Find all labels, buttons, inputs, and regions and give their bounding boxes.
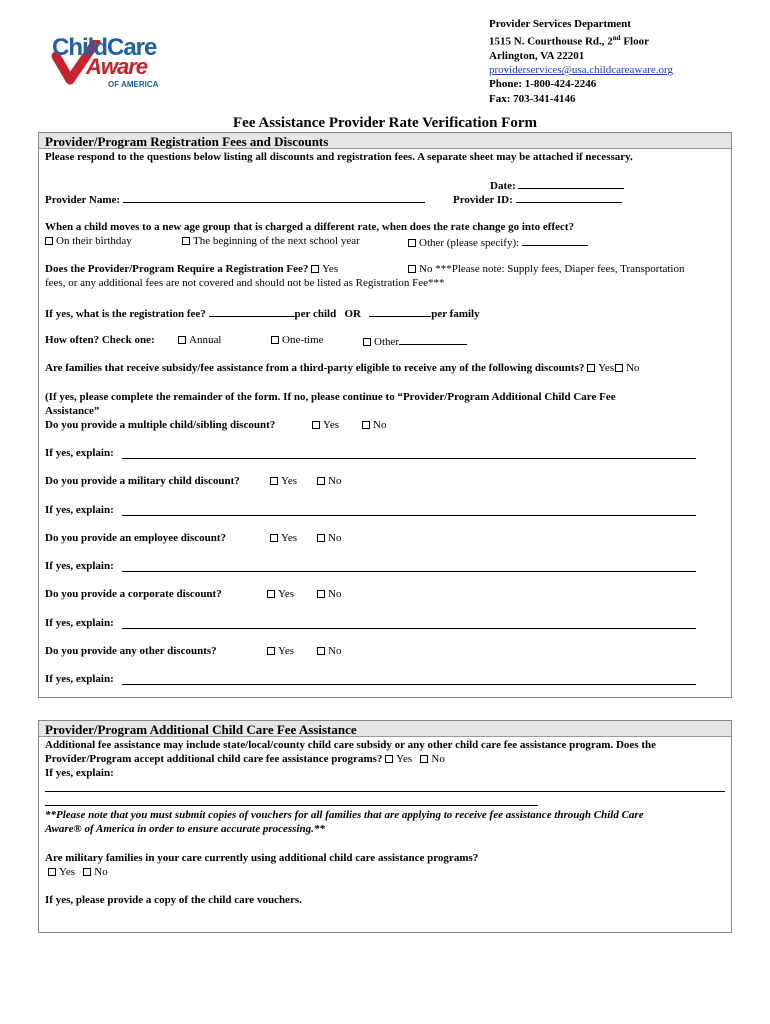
employee-explain-input[interactable] bbox=[122, 571, 696, 572]
checkbox[interactable] bbox=[408, 239, 416, 247]
logo-of-america: OF AMERICA bbox=[108, 80, 159, 89]
provider-name-label: Provider Name: bbox=[45, 192, 425, 206]
voucher-note: **Please note that you must submit copies of vouchers for all families that are applying to receive fee assistance through Child Care bbox=[45, 809, 644, 821]
checkbox[interactable] bbox=[270, 534, 278, 542]
instructions: Please respond to the questions below listing all discounts and registration fees. A separate sheet may be attached if necessary. bbox=[45, 151, 633, 163]
sibling-explain-label: If yes, explain: bbox=[45, 447, 114, 459]
checkbox[interactable] bbox=[182, 237, 190, 245]
provider-name-input[interactable] bbox=[123, 192, 425, 203]
checkbox[interactable] bbox=[271, 336, 279, 344]
corporate-discount-question: Do you provide a corporate discount? bbox=[45, 588, 222, 600]
other-explain-label: If yes, explain: bbox=[45, 673, 114, 685]
employee-explain-label: If yes, explain: bbox=[45, 560, 114, 572]
checkbox[interactable] bbox=[317, 534, 325, 542]
logo-childcare: ChildCare bbox=[52, 34, 157, 61]
checkbox[interactable] bbox=[178, 336, 186, 344]
checkbox[interactable] bbox=[317, 590, 325, 598]
registration-fee-question: Does the Provider/Program Require a Registration Fee? Yes bbox=[45, 263, 339, 275]
provider-id-input[interactable] bbox=[516, 192, 622, 203]
often-other[interactable]: Other bbox=[363, 334, 467, 348]
section-registration-box bbox=[38, 132, 732, 698]
section-assistance-title: Provider/Program Additional Child Care Fee Assistance bbox=[45, 722, 357, 737]
corporate-no[interactable]: No bbox=[317, 588, 341, 600]
age-opt-other[interactable]: Other (please specify): bbox=[408, 235, 588, 249]
assistance-text: Additional fee assistance may include state/local/county child care subsidy or any other child care fee assistance program. Does the bbox=[45, 739, 656, 751]
assistance-explain-input-1[interactable] bbox=[45, 791, 725, 792]
assistance-question: Provider/Program accept additional child care fee assistance programs? Yes No bbox=[45, 753, 445, 765]
sibling-explain-input[interactable] bbox=[122, 458, 696, 459]
checkbox[interactable] bbox=[317, 477, 325, 485]
continue-note: (If yes, please complete the remainder of the form. If no, please continue to “Provider/Program Additional Child Care Fee bbox=[45, 391, 616, 403]
address-block bbox=[489, 17, 673, 106]
military-explain-label: If yes, explain: bbox=[45, 504, 114, 516]
other-yes[interactable]: Yes bbox=[267, 645, 294, 657]
other-no[interactable]: No bbox=[317, 645, 341, 657]
assistance-explain-label: If yes, explain: bbox=[45, 767, 114, 779]
registration-fee-note: fees, or any additional fees are not covered and should not be listed as Registration Fee*** bbox=[45, 277, 445, 289]
corporate-yes[interactable]: Yes bbox=[267, 588, 294, 600]
email-link[interactable]: providerservices@usa.childcareaware.org bbox=[489, 64, 674, 77]
date-input[interactable] bbox=[518, 178, 624, 189]
assistance-yes-checkbox[interactable] bbox=[385, 755, 393, 763]
fax: Fax: 703-341-4146 bbox=[489, 92, 576, 105]
logo bbox=[48, 20, 178, 92]
continue-note-2: Assistance” bbox=[45, 405, 100, 417]
voucher-note-2: Aware® of America in order to ensure accurate processing.** bbox=[45, 823, 325, 835]
military-families-yes-checkbox[interactable] bbox=[48, 868, 56, 876]
age-opt-birthday[interactable]: On their birthday bbox=[45, 235, 132, 247]
employee-yes[interactable]: Yes bbox=[270, 532, 297, 544]
checkbox[interactable] bbox=[267, 590, 275, 598]
logo-aware: Aware bbox=[86, 54, 148, 79]
registration-fee-amount: If yes, what is the registration fee? per child OR per family bbox=[45, 308, 480, 320]
how-often-label: How often? Check one: bbox=[45, 334, 155, 346]
other-explain-input[interactable] bbox=[122, 684, 696, 685]
date-label: Date: bbox=[490, 178, 624, 192]
corporate-explain-input[interactable] bbox=[122, 628, 696, 629]
age-opt-school-year[interactable]: The beginning of the next school year bbox=[182, 235, 360, 247]
reg-no-checkbox[interactable] bbox=[408, 265, 416, 273]
third-party-no-checkbox[interactable] bbox=[615, 364, 623, 372]
fee-per-child-input[interactable] bbox=[209, 306, 295, 317]
employee-discount-question: Do you provide an employee discount? bbox=[45, 532, 227, 544]
third-party-question: Are families that receive subsidy/fee assistance from a third-party eligible to receive any of the following discounts? Yes No bbox=[45, 362, 640, 374]
age-other-input[interactable] bbox=[522, 235, 588, 246]
age-group-question: When a child moves to a new age group that is charged a different rate, when does the rate change go into effect? bbox=[45, 221, 575, 233]
vouchers-instruction: If yes, please provide a copy of the child care vouchers. bbox=[45, 894, 302, 906]
checkbox[interactable] bbox=[317, 647, 325, 655]
military-families-no-checkbox[interactable] bbox=[83, 868, 91, 876]
street-address: 1515 N. Courthouse Rd., 2nd Floor bbox=[489, 34, 649, 48]
sibling-discount-question: Do you provide a multiple child/sibling discount? bbox=[45, 419, 276, 431]
phone: Phone: 1-800-424-2246 bbox=[489, 78, 597, 91]
sibling-yes[interactable]: Yes bbox=[312, 419, 339, 431]
sibling-no[interactable]: No bbox=[362, 419, 386, 431]
third-party-yes-checkbox[interactable] bbox=[587, 364, 595, 372]
military-yes[interactable]: Yes bbox=[270, 475, 297, 487]
checkbox[interactable] bbox=[363, 338, 371, 346]
assistance-no-checkbox[interactable] bbox=[420, 755, 428, 763]
assistance-explain-input-2[interactable] bbox=[45, 805, 538, 806]
checkbox[interactable] bbox=[270, 477, 278, 485]
military-no[interactable]: No bbox=[317, 475, 341, 487]
fee-per-family-input[interactable] bbox=[369, 306, 431, 317]
military-families-question: Are military families in your care currently using additional child care assistance programs? bbox=[45, 852, 479, 864]
other-discount-question: Do you provide any other discounts? bbox=[45, 645, 217, 657]
checkbox[interactable] bbox=[45, 237, 53, 245]
section-registration-title: Provider/Program Registration Fees and Discounts bbox=[45, 134, 329, 149]
corporate-explain-label: If yes, explain: bbox=[45, 617, 114, 629]
city-state: Arlington, VA 22201 bbox=[489, 50, 585, 63]
checkbox[interactable] bbox=[312, 421, 320, 429]
military-explain-input[interactable] bbox=[122, 515, 696, 516]
registration-fee-no[interactable]: No ***Please note: Supply fees, Diaper fees, Transportation bbox=[408, 263, 685, 275]
employee-no[interactable]: No bbox=[317, 532, 341, 544]
checkbox[interactable] bbox=[267, 647, 275, 655]
often-other-input[interactable] bbox=[399, 334, 467, 345]
often-one-time[interactable]: One-time bbox=[271, 334, 324, 346]
provider-id-label: Provider ID: bbox=[453, 192, 622, 206]
often-annual[interactable]: Annual bbox=[178, 334, 221, 346]
military-discount-question: Do you provide a military child discount? bbox=[45, 475, 240, 487]
department: Provider Services Department bbox=[489, 18, 631, 30]
checkbox[interactable] bbox=[362, 421, 370, 429]
page-title: Fee Assistance Provider Rate Verification Form bbox=[233, 115, 537, 131]
reg-yes-checkbox[interactable] bbox=[311, 265, 319, 273]
military-families-options: Yes No bbox=[48, 866, 108, 878]
